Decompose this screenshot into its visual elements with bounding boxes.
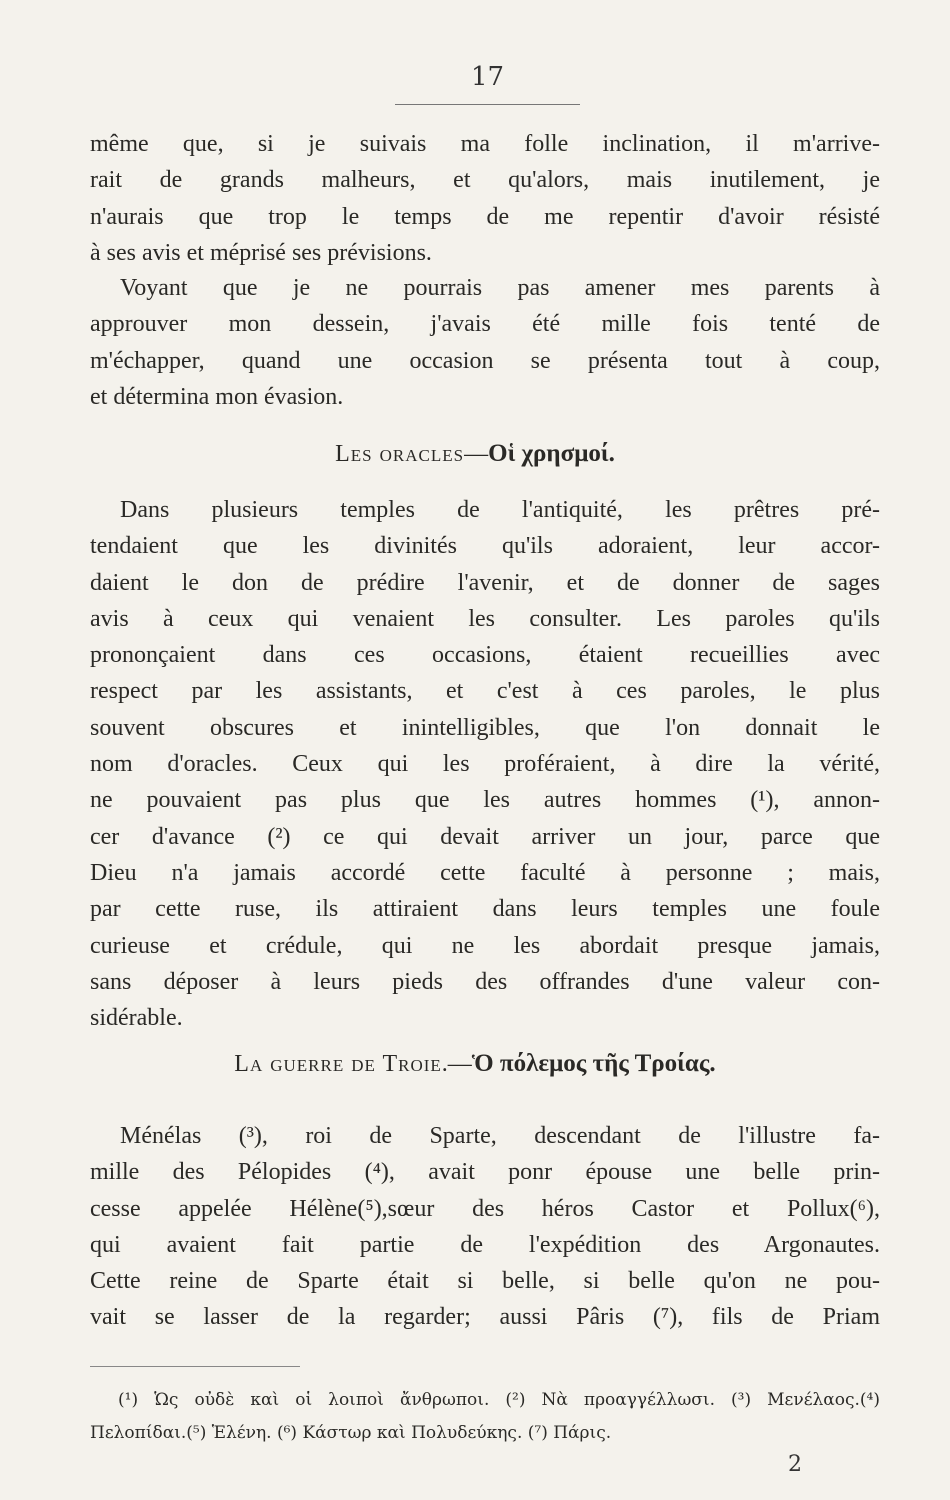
text-line: Voyant que je ne pourrais pas amener mes parents à bbox=[120, 275, 880, 301]
paragraph-voyant bbox=[90, 270, 880, 415]
text-line: m'échapper, quand une occasion se présenta tout à coup, bbox=[90, 347, 880, 374]
paragraph-oracles bbox=[90, 492, 880, 1036]
text-line: sidérable. bbox=[90, 1005, 183, 1032]
paragraph-continuation bbox=[90, 126, 880, 271]
signature-mark: 2 bbox=[788, 1452, 802, 1477]
text-line: qui avaient fait partie de l'expédition des Argonautes. bbox=[90, 1231, 880, 1258]
paragraph-menelas bbox=[90, 1118, 880, 1336]
text-line: avis à ceux qui venaient les consulter. Les paroles qu'ils bbox=[90, 605, 880, 632]
section-heading-oracles bbox=[0, 440, 950, 468]
text-line: cesse appelée Hélène(⁵),sœur des héros Castor et Pollux(⁶), bbox=[90, 1195, 880, 1222]
text-line: Cette reine de Sparte était si belle, si belle qu'on ne pou- bbox=[90, 1268, 880, 1295]
text-line: respect par les assistants, et c'est à ces paroles, le plus bbox=[90, 678, 880, 705]
text-line: Dans plusieurs temples de l'antiquité, les prêtres pré- bbox=[120, 497, 880, 523]
text-line: curieuse et crédule, qui ne les abordait presque jamais, bbox=[90, 932, 880, 959]
heading-dash: — bbox=[464, 441, 489, 467]
text-line: souvent obscures et inintelligibles, que l'on donnait le bbox=[90, 714, 880, 741]
text-line: tendaient que les divinités qu'ils adoraient, leur accor- bbox=[90, 533, 880, 560]
text-line: nom d'oracles. Ceux qui les proféraient, à dire la vérité, bbox=[90, 751, 880, 778]
text-line: sans déposer à leurs pieds des offrandes d'une valeur con- bbox=[90, 968, 880, 995]
footnote-line: (¹) Ὡς οὐδὲ καὶ οἱ λοιποὶ ἄνθρωποι. (²) Νὰ προαγγέλλωσι. (³) Μενέλαος.(⁴) bbox=[118, 1390, 880, 1410]
text-line: même que, si je suivais ma folle inclination, il m'arrive- bbox=[90, 131, 880, 157]
page-number: 17 bbox=[470, 62, 505, 92]
text-line: ne pouvaient pas plus que les autres hommes (¹), annon- bbox=[90, 787, 880, 814]
text-line: à ses avis et méprisé ses prévisions. bbox=[90, 239, 432, 266]
text-line: et détermina mon évasion. bbox=[90, 383, 344, 410]
header-rule bbox=[395, 104, 580, 105]
heading-french: La guerre de Troie bbox=[234, 1051, 442, 1077]
text-line: approuver mon dessein, j'avais été mille fois tenté de bbox=[90, 311, 880, 338]
footnote-line: Πελοπίδαι.(⁵) Ἑλένη. (⁶) Κάστωρ καὶ Πολυδεύκης. (⁷) Πάρις. bbox=[90, 1423, 612, 1443]
heading-french: Les oracles bbox=[335, 441, 465, 467]
footnotes bbox=[90, 1384, 880, 1450]
footnote-rule bbox=[90, 1366, 300, 1367]
text-line: daient le don de prédire l'avenir, et de donner de sages bbox=[90, 569, 880, 596]
section-heading-troie bbox=[0, 1050, 950, 1078]
text-line: rait de grands malheurs, et qu'alors, mais inutilement, je bbox=[90, 167, 880, 194]
text-line: n'aurais que trop le temps de me repentir d'avoir résisté bbox=[90, 203, 880, 230]
text-line: mille des Pélopides (⁴), avait ponr épouse une belle prin- bbox=[90, 1159, 880, 1186]
text-line: vait se lasser de la regarder; aussi Pâris (⁷), fils de Priam bbox=[90, 1304, 880, 1331]
text-line: par cette ruse, ils attiraient dans leurs temples une foule bbox=[90, 896, 880, 923]
text-line: cer d'avance (²) ce qui devait arriver un jour, parce que bbox=[90, 823, 880, 850]
heading-greek: Οἱ χρησμοί. bbox=[488, 440, 615, 467]
heading-greek: Ὁ πόλεμος τῆς Τροίας. bbox=[471, 1050, 716, 1077]
text-line: Dieu n'a jamais accordé cette faculté à personne ; mais, bbox=[90, 859, 880, 886]
text-line: prononçaient dans ces occasions, étaient recueillies avec bbox=[90, 642, 880, 669]
text-line: Ménélas (³), roi de Sparte, descendant de l'illustre fa- bbox=[120, 1123, 880, 1149]
heading-dash: .— bbox=[441, 1051, 472, 1077]
